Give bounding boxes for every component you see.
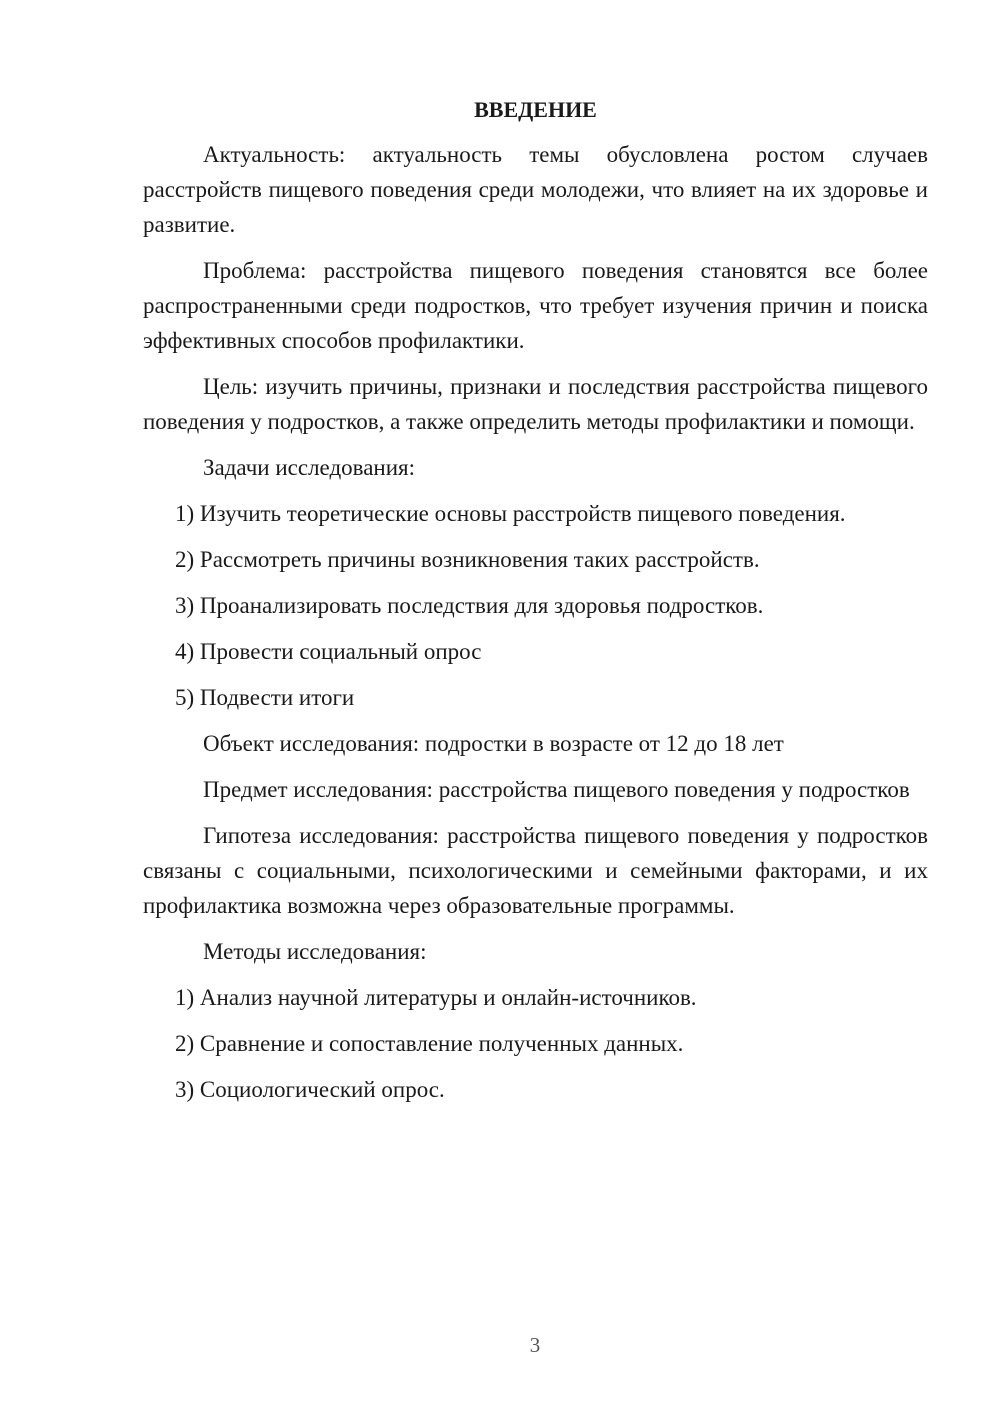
tasks-list — [143, 496, 928, 715]
relevance-paragraph: Актуальность: актуальность темы обусловлена ростом случаев расстройств пищевого поведения среди молодежи, что влияет на их здоровье и развитие. — [143, 142, 928, 237]
list-item: 1) Изучить теоретические основы расстройств пищевого поведения. — [175, 501, 846, 526]
list-item: 4) Провести социальный опрос — [175, 639, 482, 664]
list-item: 2) Рассмотреть причины возникновения таких расстройств. — [175, 547, 760, 572]
subject-paragraph: Предмет исследования: расстройства пищевого поведения у подростков — [203, 777, 910, 802]
list-item: 5) Подвести итоги — [175, 685, 355, 710]
tasks-heading: Задачи исследования: — [203, 455, 416, 480]
methods-heading: Методы исследования: — [203, 939, 427, 964]
list-item: 1) Анализ научной литературы и онлайн-источников. — [175, 985, 697, 1010]
goal-paragraph: Цель: изучить причины, признаки и последствия расстройства пищевого поведения у подростков, а также определить методы профилактики и помощи. — [143, 374, 928, 434]
page-title: ВВЕДЕНИЕ — [474, 97, 597, 122]
problem-paragraph: Проблема: расстройства пищевого поведения становятся все более распространенными среди подростков, что требует изучения причин и поиска эффективных способов профилактики. — [143, 258, 928, 353]
hypothesis-paragraph: Гипотеза исследования: расстройства пищевого поведения у подростков связаны с социальными, психологическими и семейными факторами, и их профилактика возможна через образовательные программы. — [143, 823, 928, 918]
page-number: 3 — [529, 1333, 541, 1357]
methods-list — [143, 980, 928, 1107]
page-content — [143, 92, 928, 1118]
object-line: Объект исследования: подростки в возрасте от 12 до 18 лет — [203, 731, 784, 756]
list-item: 2) Сравнение и сопоставление полученных данных. — [175, 1031, 684, 1056]
list-item: 3) Проанализировать последствия для здоровья подростков. — [175, 593, 764, 618]
list-item: 3) Социологический опрос. — [175, 1077, 445, 1102]
